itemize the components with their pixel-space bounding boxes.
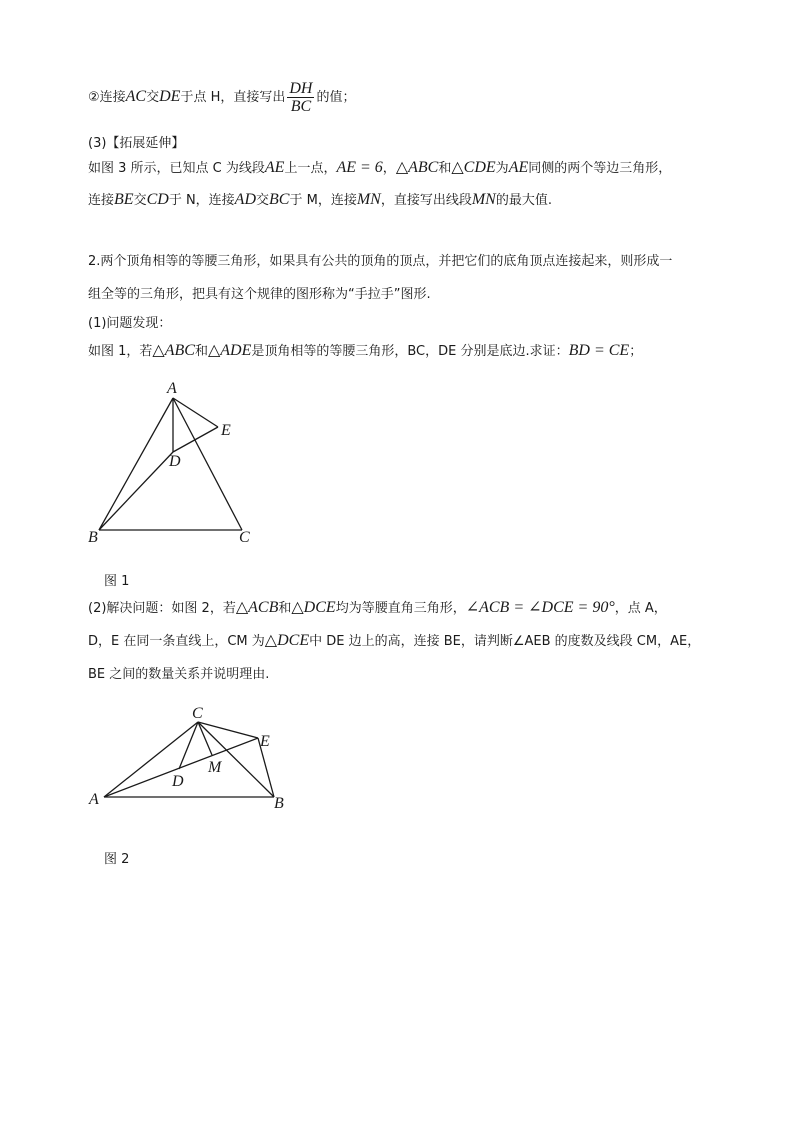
p5-line: 2.两个顶角相等的等腰三角形，如果具有公共的顶角的顶点，并把它们的底角顶点连接起来，则形成一 (88, 254, 673, 269)
fig1-segment-ac (173, 398, 242, 530)
fig1-caption: 图 1 (104, 574, 130, 589)
fraction-dh-bc: $\frac{DH}{BC}$ (289, 80, 313, 115)
p11-line: BE 之间的数量关系并说明理由. (88, 667, 270, 682)
fig1-label-b: B (88, 529, 98, 546)
fig2-segment-ac (104, 722, 198, 797)
fig2-label-c: C (192, 705, 203, 722)
fig1-label-e: E (221, 422, 231, 439)
fig2-label-b: B (274, 795, 284, 812)
p8-line: 如图 1，若△ABC和△ADE是顶角相等的等腰三角形，BC，DE 分别是底边.求证：BD = CE； (88, 342, 643, 359)
p2-heading: (3)【拓展延伸】 (88, 136, 185, 151)
fig2-label-a: A (89, 791, 99, 808)
p7-line: (1)问题发现： (88, 316, 172, 331)
fig1-segment-de (173, 427, 218, 452)
fig1-label-a: A (167, 380, 177, 397)
fig2-label-m: M (208, 759, 222, 776)
fig2-label-e: E (260, 733, 270, 750)
p6-line: 组全等的三角形，把具有这个规律的图形称为“手拉手”图形. (88, 287, 431, 302)
fig1-segment-ae (173, 398, 218, 427)
p9-line: (2)解决问题：如图 2，若△ACB和△DCE均为等腰直角三角形，∠ACB = ∠DCE = 90°，点 A， (88, 599, 667, 616)
p10-line: D，E 在同一条直线上，CM 为△DCE中 DE 边上的高，连接 BE，请判断∠AEB 的度数及线段 CM，AE， (88, 632, 701, 649)
p4-line: 连接BE交CD于 N，连接AD交BC于 M，连接MN，直接写出线段MN的最大值. (88, 191, 552, 208)
fig2-label-d: D (172, 773, 184, 790)
p1-line: ②连接AC交DE于点 H，直接写出 $\frac{DH}{BC}$ 的值； (88, 80, 356, 115)
fig2-caption: 图 2 (104, 852, 130, 867)
fig1-label-d: D (169, 453, 181, 470)
p3-line: 如图 3 所示，已知点 C 为线段AE上一点，AE = 6，△ABC和△CDE为AE同侧的两个等边三角形， (88, 159, 672, 176)
fig2-segment-cm (198, 722, 212, 755)
fig1-label-c: C (239, 529, 250, 546)
